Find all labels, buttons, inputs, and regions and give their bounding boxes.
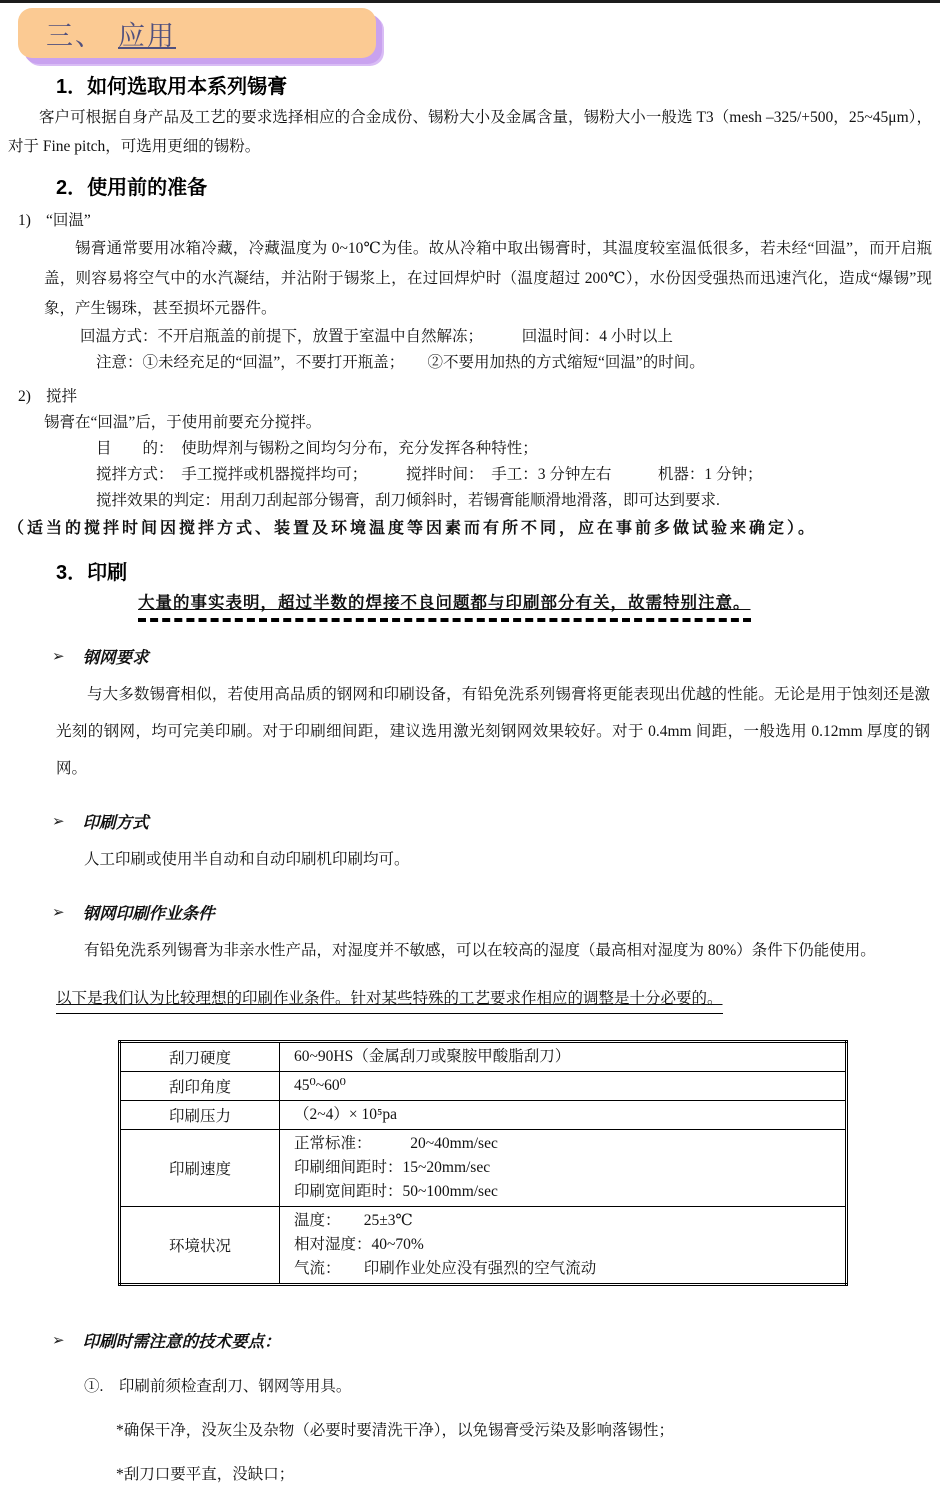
row-label: 环境状况 [120, 1207, 280, 1285]
printing-notice: 大量的事实表明，超过半数的焊接不良问题都与印刷部分有关，故需特别注意。 [138, 591, 751, 622]
list-item-title: 搅拌 [46, 388, 78, 405]
stirring-result-line: 搅拌效果的判定：用刮刀刮起部分锡膏，刮刀倾斜时，若锡膏能顺滑地滑落，即可达到要求. [96, 492, 720, 509]
row-value-line: 45⁰~60⁰ [294, 1077, 346, 1094]
list-item-stirring [8, 384, 932, 410]
bullet-item-printing-tips [52, 1328, 932, 1352]
arrow-bullet-icon: ➢ [52, 811, 65, 830]
table-row [120, 1130, 847, 1207]
table-row [120, 1042, 847, 1072]
table-row [120, 1207, 847, 1285]
row-value-line: 相对湿度：40~70% [294, 1236, 424, 1253]
arrow-bullet-icon: ➢ [52, 1330, 65, 1349]
rewarming-method-line: 回温方式：不开启瓶盖的前提下，放置于室温中自然解冻； 回温时间：4 小时以上 [80, 328, 673, 345]
list-item-number: 2) [18, 388, 31, 405]
section-1-paragraph: 客户可根据自身产品及工艺的要求选择相应的合金成份、锡粉大小及金属含量，锡粉大小一般选 T3（mesh –325/+500，25~45μm），对于 Fine pitch，可选用更细的锡粉。 [8, 109, 932, 155]
tips-title: 印刷时需注意的技术要点： [82, 1333, 281, 1351]
stirring-note: （适当的搅拌时间因搅拌方式、装置及环境温度等因素而有所不同，应在事前多做试验来确定）。 [8, 520, 818, 537]
row-value-line: 60~90HS（金属刮刀或聚胺甲酸脂刮刀） [294, 1048, 571, 1065]
stirring-method-line: 搅拌方式： 手工搅拌或机器搅拌均可； 搅拌时间： 手工：3 分钟左右 机器：1 分钟； [96, 466, 763, 483]
stirring-intro-line: 锡膏在“回温”后，于使用前要充分搅拌。 [44, 414, 322, 431]
ideal-conditions-note: 以下是我们认为比较理想的印刷作业条件。针对某些特殊的工艺要求作相应的调整是十分必要的。 [56, 987, 723, 1014]
tip-sub-2: *刮刀口要平直，没缺口； [116, 1466, 295, 1483]
table-row [120, 1101, 847, 1130]
arrow-bullet-icon: ➢ [52, 646, 65, 665]
row-value-line: （2~4）× 10⁵pa [294, 1106, 398, 1123]
bullet-item-printing-method [52, 809, 932, 833]
section-1-heading: 1．如何选取用本系列锡膏 [56, 76, 288, 98]
section-banner [18, 8, 376, 58]
rewarming-caution-line: 注意：①未经充足的“回温”，不要打开瓶盖； ②不要用加热的方式缩短“回温”的时间。 [96, 354, 705, 371]
row-value-line: 印刷细间距时：15~20mm/sec [294, 1159, 491, 1176]
row-label: 刮印角度 [120, 1072, 280, 1101]
printing-conditions-paragraph: 有铅免洗系列锡膏为非亲水性产品，对湿度并不敏感，可以在较高的湿度（最高相对湿度为 80%）条件下仍能使用。 [84, 942, 876, 959]
bullet-item-stencil-requirements [52, 644, 932, 668]
bullet-title: 钢网印刷作业条件 [82, 905, 215, 923]
banner-title: 应用 [118, 20, 176, 51]
row-value-line: 正常标准： 20~40mm/sec [294, 1135, 498, 1152]
stencil-requirements-paragraph: 与大多数锡膏相似，若使用高品质的钢网和印刷设备，有铅免洗系列锡膏将更能表现出优越的性能。无论是用于蚀刻还是激光刻的钢网，均可完美印刷。对于印刷细间距，建议选用激光刻钢网效果较好。对于 0.4mm 间距，一般选用 0.12mm 厚度的钢网。 [56, 686, 930, 777]
row-label: 印刷压力 [120, 1101, 280, 1130]
rewarming-paragraph: 锡膏通常要用冰箱冷藏，冷藏温度为 0~10℃为佳。故从冷箱中取出锡膏时，其温度较室温低很多，若未经“回温”，而开启瓶盖，则容易将空气中的水汽凝结，并沾附于锡浆上，在过回焊炉时（温度超过 200℃），水份因受强热而迅速汽化，造成“爆锡”现象，产生锡珠，甚至损坏元器件。 [44, 240, 932, 317]
bullet-item-stencil-printing-conditions [52, 900, 932, 924]
banner-prefix: 三、 [46, 20, 104, 51]
row-label: 刮刀硬度 [120, 1042, 280, 1072]
tip-sub-1: *确保干净，没灰尘及杂物（必要时要清洗干净），以免锡膏受污染及影响落锡性； [116, 1422, 675, 1439]
row-label: 印刷速度 [120, 1130, 280, 1207]
arrow-bullet-icon: ➢ [52, 902, 65, 921]
list-item-rewarming [8, 208, 932, 234]
top-divider [0, 0, 940, 3]
row-value-line: 温度： 25±3℃ [294, 1212, 413, 1229]
list-item-number: 1) [18, 212, 31, 229]
stirring-purpose-line: 目 的： 使助焊剂与锡粉之间均匀分布，充分发挥各种特性； [96, 440, 538, 457]
printing-conditions-table [118, 1040, 848, 1286]
row-value-line: 气流： 印刷作业处应没有强烈的空气流动 [294, 1260, 597, 1277]
tip-item-1: ①. 印刷前须检查刮刀、钢网等用具。 [84, 1378, 352, 1395]
bullet-title: 钢网要求 [82, 649, 149, 667]
row-value-line: 印刷宽间距时：50~100mm/sec [294, 1183, 498, 1200]
list-item-title: “回温” [46, 212, 91, 229]
table-row [120, 1072, 847, 1101]
section-2-heading: 2．使用前的准备 [56, 177, 208, 199]
document-body [0, 70, 940, 1488]
bullet-title: 印刷方式 [82, 814, 149, 832]
section-3-heading: 3．印刷 [56, 562, 128, 584]
printing-method-paragraph: 人工印刷或使用半自动和自动印刷机印刷均可。 [84, 851, 410, 868]
